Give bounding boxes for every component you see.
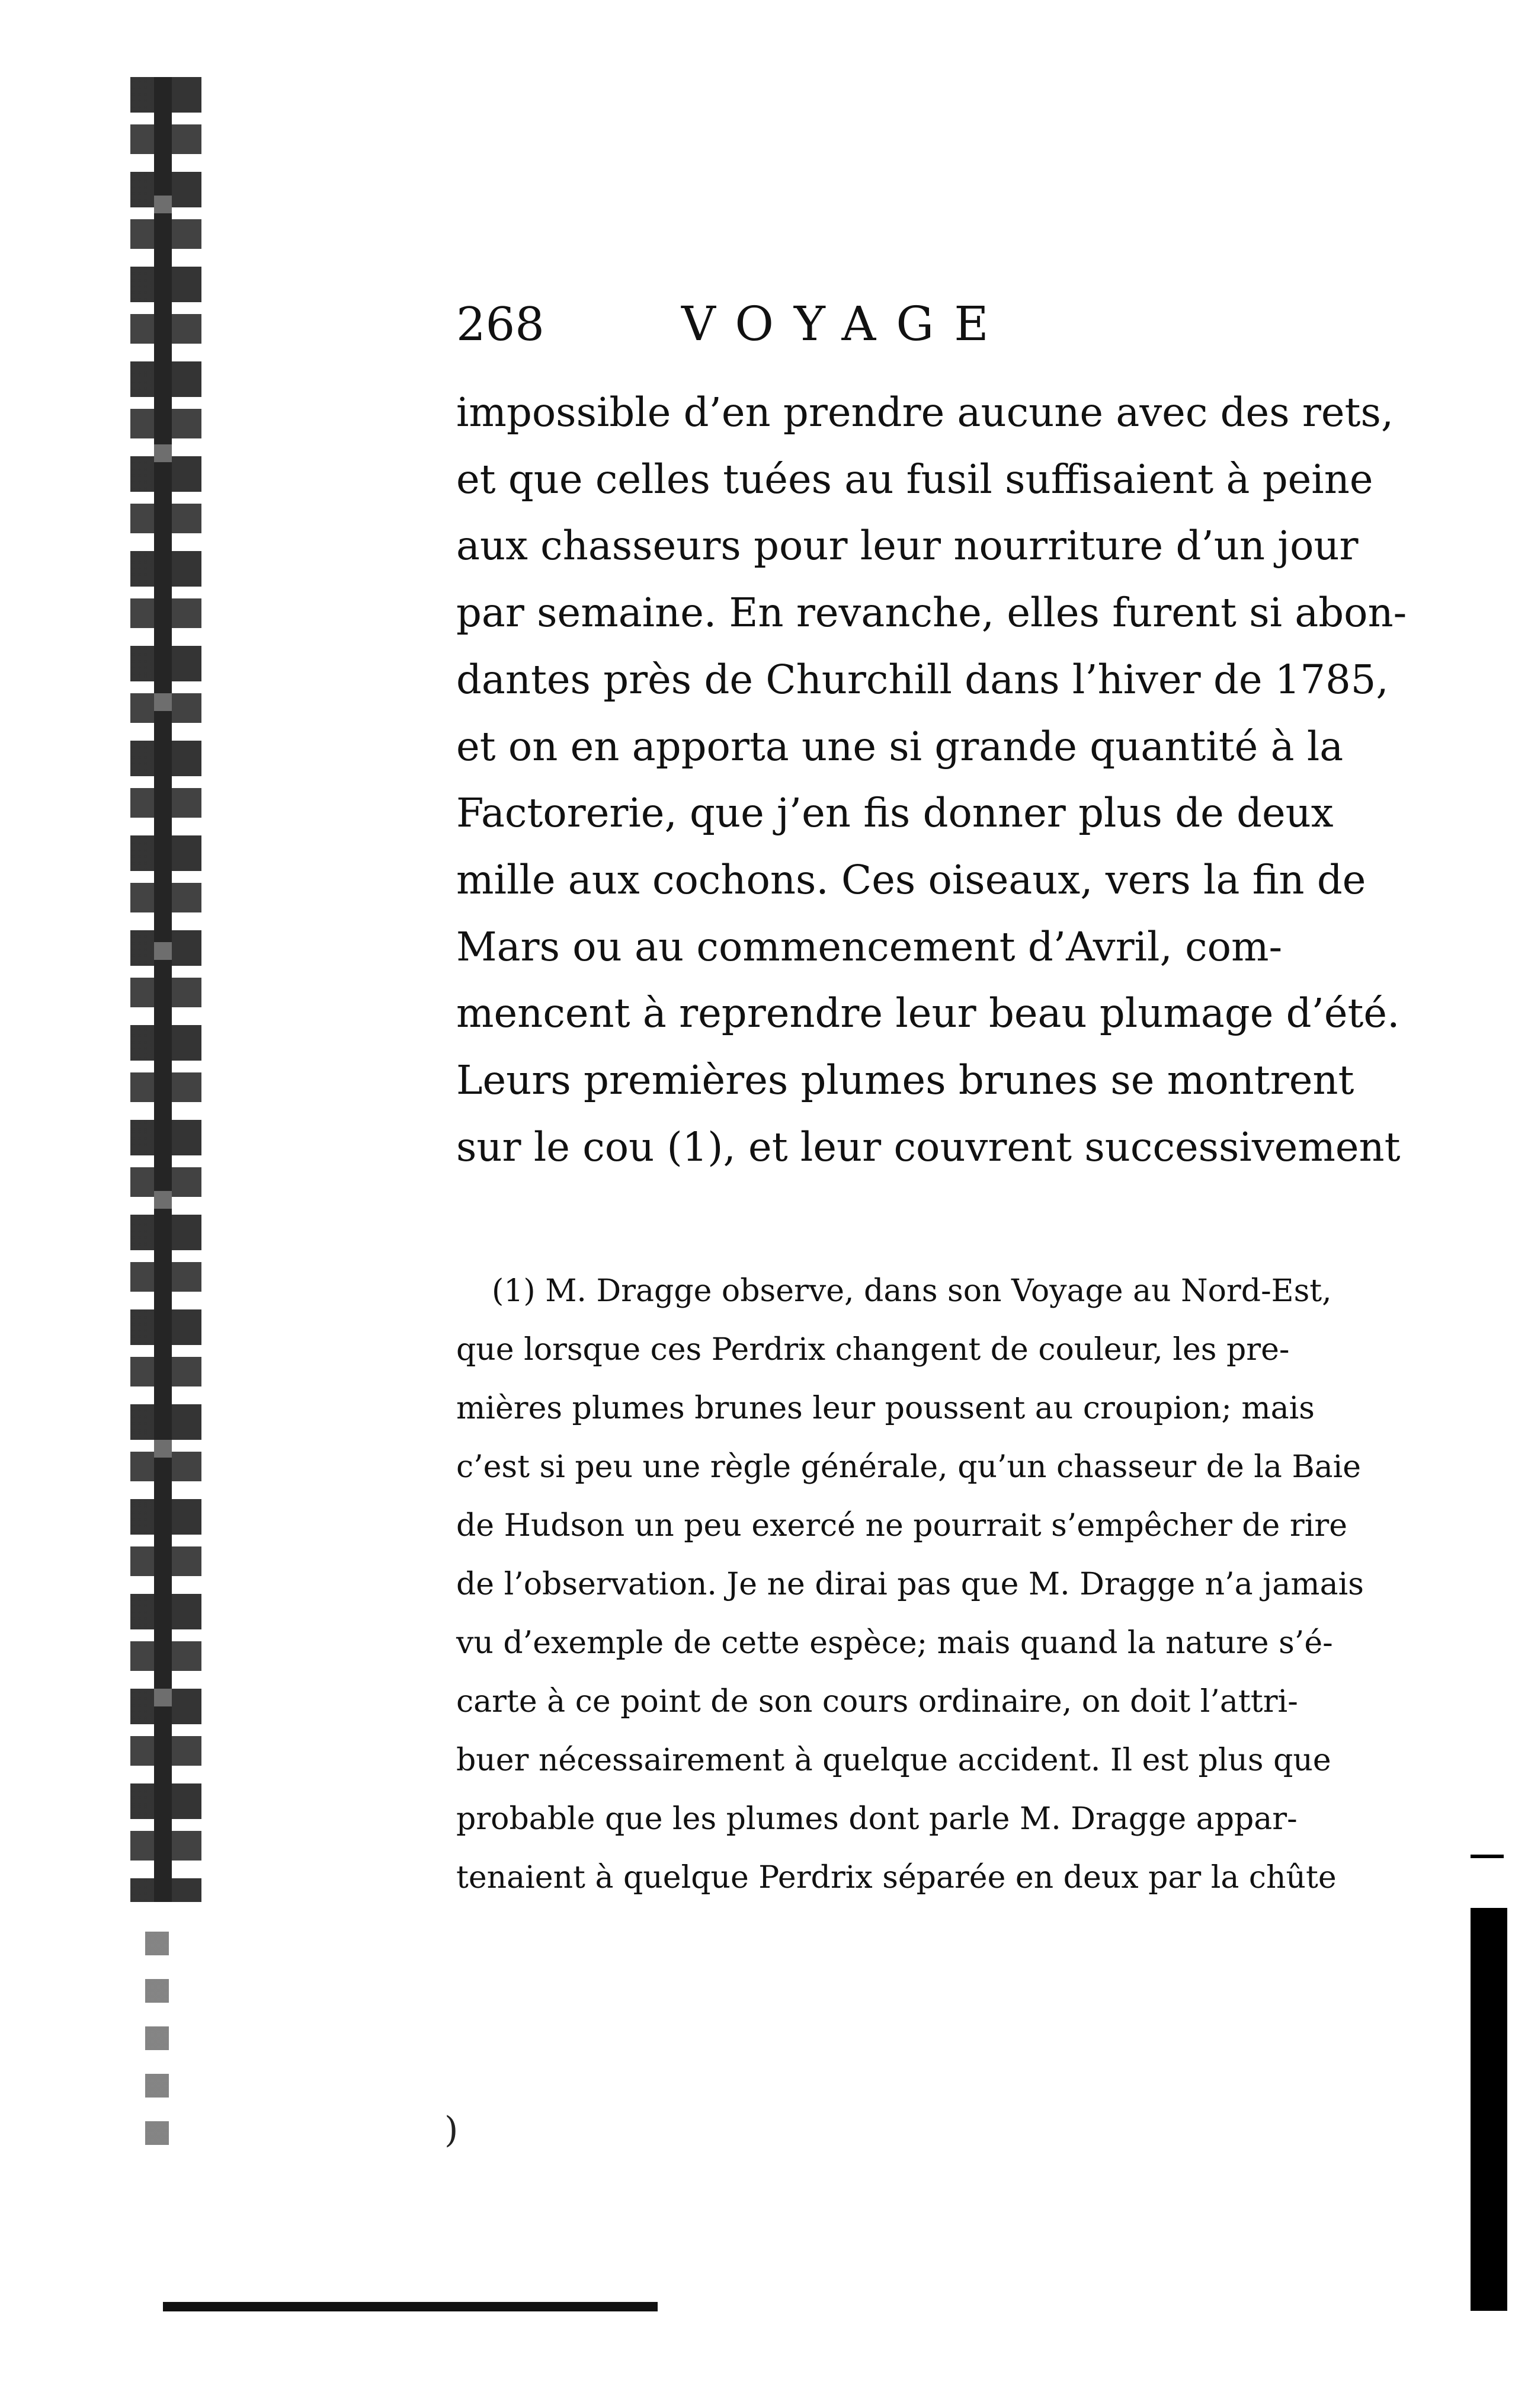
footnote-line: tenaient à quelque Perdrix séparée en deux par la chûte	[456, 1860, 1337, 1895]
footnote-line: c’est si peu une règle générale, qu’un chasseur de la Baie	[456, 1449, 1362, 1485]
stray-paren-mark: )	[444, 2109, 459, 2151]
body-line: mencent à reprendre leur beau plumage d’été.	[456, 990, 1400, 1037]
scan-binding-tail	[145, 1932, 169, 2169]
footnote-line: mières plumes brunes leur poussent au croupion; mais	[456, 1391, 1315, 1426]
scan-binding-edge	[130, 77, 201, 1902]
footnote	[456, 1262, 1392, 1907]
body-line: et on en apporta une si grande quantité à la	[456, 723, 1344, 770]
footnote-line: que lorsque ces Perdrix changent de couleur, les pre-	[456, 1332, 1290, 1368]
footnote-line: (1) M. Dragge observe, dans son Voyage au Nord-Est,	[492, 1273, 1332, 1309]
body-line: Factorerie, que j’en fis donner plus de deux	[456, 790, 1334, 837]
body-line: aux chasseurs pour leur nourriture d’un jour	[456, 523, 1359, 569]
body-line: dantes près de Churchill dans l’hiver de 1785,	[456, 656, 1389, 703]
running-head	[456, 296, 1392, 379]
body-line: sur le cou (1), et leur couvrent successivement	[456, 1123, 1401, 1170]
scan-right-bar	[1471, 1908, 1507, 2311]
footnote-line: de l’observation. Je ne dirai pas que M. Dragge n’a jamais	[456, 1567, 1364, 1602]
body-line: par semaine. En revanche, elles furent si abon-	[456, 590, 1407, 636]
footnote-line: de Hudson un peu exercé ne pourrait s’empêcher de rire	[456, 1508, 1347, 1544]
body-line: Leurs premières plumes brunes se montrent	[456, 1057, 1354, 1104]
body-paragraph	[456, 379, 1407, 1180]
page-content	[456, 296, 1407, 1180]
scan-right-dash	[1471, 1855, 1504, 1858]
footnote-line: buer nécessairement à quelque accident. Il est plus que	[456, 1743, 1331, 1778]
footnote-line: carte à ce point de son cours ordinaire, on doit l’attri-	[456, 1684, 1298, 1719]
footnote-line: vu d’exemple de cette espèce; mais quand la nature s’é-	[456, 1625, 1333, 1661]
body-line: impossible d’en prendre aucune avec des rets,	[456, 389, 1394, 436]
page-number: 268	[456, 298, 544, 351]
scan-bottom-bar	[163, 2302, 658, 2311]
body-line: et que celles tuées au fusil suffisaient à peine	[456, 456, 1373, 502]
body-line: mille aux cochons. Ces oiseaux, vers la fin de	[456, 856, 1366, 903]
running-title: VOYAGE	[681, 296, 1009, 351]
footnote-line: probable que les plumes dont parle M. Dragge appar-	[456, 1801, 1298, 1837]
body-line: Mars ou au commencement d’Avril, com-	[456, 923, 1283, 970]
